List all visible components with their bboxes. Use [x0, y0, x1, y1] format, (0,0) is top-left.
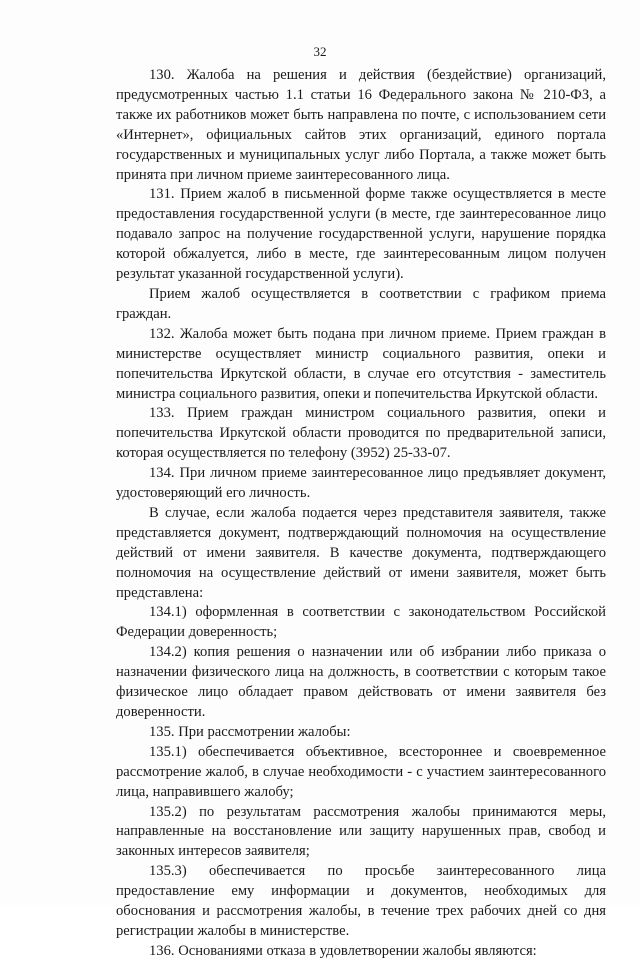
- paragraph-134-2: 134.2) копия решения о назначении или об избрании либо приказа о назначении физического лица на должность, в соответствии с которым такое физическое лицо обладает правом действовать от имени заявителя без доверенности.: [116, 644, 606, 720]
- paragraph-schedule: Прием жалоб осуществляется в соответствии с графиком приема граждан.: [116, 285, 606, 322]
- paragraph-131: 131. Прием жалоб в письменной форме также осуществляется в месте предоставления государственной услуги (в месте, где заинтересованное лицо подавало запрос на получение государственной услуги, нарушение порядка которой обжалуется, либо в месте, где заинтересованным лицом получен результат указанной государственной услуги).: [116, 186, 606, 283]
- paragraph-133: 133. Прием граждан министром социального развития, опеки и попечительства Иркутской области проводится по предварительной записи, которая осуществляется по телефону (3952) 25-33-07.: [116, 405, 606, 462]
- document-body: [116, 66, 606, 962]
- paragraph-representative: В случае, если жалоба подается через представителя заявителя, также представляется документ, подтверждающий полномочия на осуществление действий от имени заявителя. В качестве документа, подтверждающего полномочия на осуществление действий от имени заявителя, может быть представлена:: [116, 504, 606, 601]
- paragraph-130: 130. Жалоба на решения и действия (бездействие) организаций, предусмотренных частью 1.1 статьи 16 Федерального закона № 210-ФЗ, а также их работников может быть направлена по почте, с использованием сети «Интернет», официальных сайтов этих организаций, единого портала государственных и муниципальных услуг либо Портала, а также может быть принята при личном приеме заинтересованного лица.: [116, 67, 606, 183]
- paragraph-135-3: 135.3) обеспечивается по просьбе заинтересованного лица предоставление ему информации и документов, необходимых для обоснования и рассмотрения жалобы, в течение трех рабочих дней со дня регистрации жалобы в министерстве.: [116, 863, 606, 939]
- paragraph-135-1: 135.1) обеспечивается объективное, всестороннее и своевременное рассмотрение жалоб, в случае необходимости - с участием заинтересованного лица, направившего жалобу;: [116, 743, 606, 800]
- paragraph-135: 135. При рассмотрении жалобы:: [149, 723, 351, 740]
- paragraph-134-1: 134.1) оформленная в соответствии с законодательством Российской Федерации доверенность;: [116, 604, 606, 641]
- paragraph-135-2: 135.2) по результатам рассмотрения жалобы принимаются меры, направленные на восстановление или защиту нарушенных прав, свобод и законных интересов заявителя;: [116, 803, 606, 860]
- page-number: 32: [313, 44, 327, 59]
- paragraph-132: 132. Жалоба может быть подана при личном приеме. Прием граждан в министерстве осуществляет министр социального развития, опеки и попечительства Иркутской области, в случае его отсутствия - заместитель министра социального развития, опеки и попечительства Иркутской области.: [116, 325, 606, 402]
- paragraph-134: 134. При личном приеме заинтересованное лицо предъявляет документ, удостоверяющий его личность.: [116, 465, 606, 502]
- paragraph-136: 136. Основаниями отказа в удовлетворении жалобы являются:: [149, 942, 537, 959]
